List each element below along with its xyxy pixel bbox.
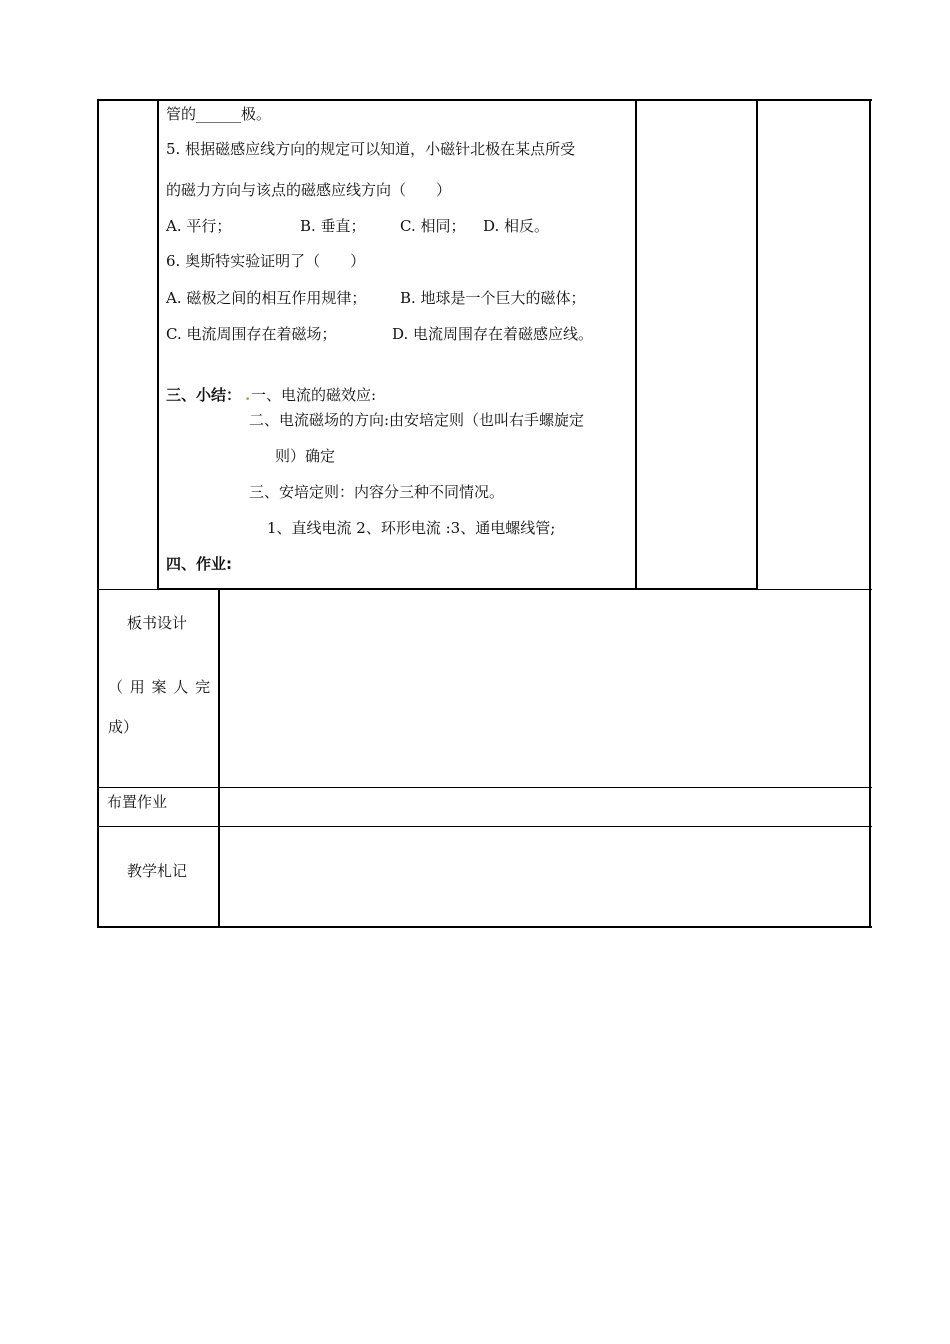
upper-table-col2-divider (635, 99, 637, 590)
assign-homework-label: 布置作业 (107, 793, 168, 811)
question-5-option-a: A. 平行； (166, 217, 232, 235)
teaching-notes-label: 教学札记 (127, 862, 188, 880)
question-5-stem-line1: 5. 根据磁感应线方向的规定可以知道，小磁针北极在某点所受 (166, 140, 576, 158)
board-design-note-line2: 成） (108, 718, 139, 736)
lower-table-top-border (97, 589, 872, 590)
board-design-label: 板书设计 (127, 614, 188, 632)
summary-dot: . (245, 386, 251, 404)
question-6-option-d: D. 电流周围存在着磁感应线。 (392, 325, 594, 343)
question-6-option-b: B. 地球是一个巨大的磁体； (400, 289, 586, 307)
upper-table-left-border (97, 99, 99, 590)
homework-heading: 四、作业: (166, 555, 232, 573)
summary-item-2-line2: 则）确定 (275, 447, 336, 465)
summary-item-3: 三、安培定则：内容分三种不同情况。 (249, 483, 505, 501)
lower-table-bottom-border (97, 926, 872, 928)
summary-item-1: 一、电流的磁效应: (251, 386, 377, 404)
upper-table-right-border (869, 99, 871, 590)
question-6-option-c: C. 电流周围存在着磁场； (166, 325, 337, 343)
question-5-option-c: C. 相同； (400, 217, 466, 235)
lower-table-row2-divider (97, 826, 872, 827)
summary-item-4: 1、直线电流 2、环形电流 :3、通电螺线管; (267, 519, 556, 537)
upper-table-col1-divider (157, 99, 159, 590)
lower-table-right-border (869, 589, 871, 928)
blank-fill-line: 管的______极。 (166, 105, 272, 123)
summary-heading: 三、小结： (166, 386, 242, 404)
question-6-stem: 6. 奥斯特实验证明了（ ） (166, 252, 366, 270)
lower-table-left-border (97, 589, 99, 928)
board-design-note-line1: （ 用 案 人 完 (108, 678, 212, 696)
summary-item-2-line1: 二、电流磁场的方向:由安培定则（也叫右手螺旋定 (249, 411, 585, 429)
lower-table-row1-divider (97, 787, 872, 788)
question-5-option-d: D. 相反。 (483, 217, 550, 235)
upper-table-col3-divider (756, 99, 758, 590)
question-5-option-b: B. 垂直； (300, 217, 366, 235)
question-6-option-a: A. 磁极之间的相互作用规律； (166, 289, 367, 307)
question-5-stem-line2: 的磁力方向与该点的磁感应线方向（ ） (166, 181, 452, 199)
lower-table-col-divider (218, 589, 220, 928)
